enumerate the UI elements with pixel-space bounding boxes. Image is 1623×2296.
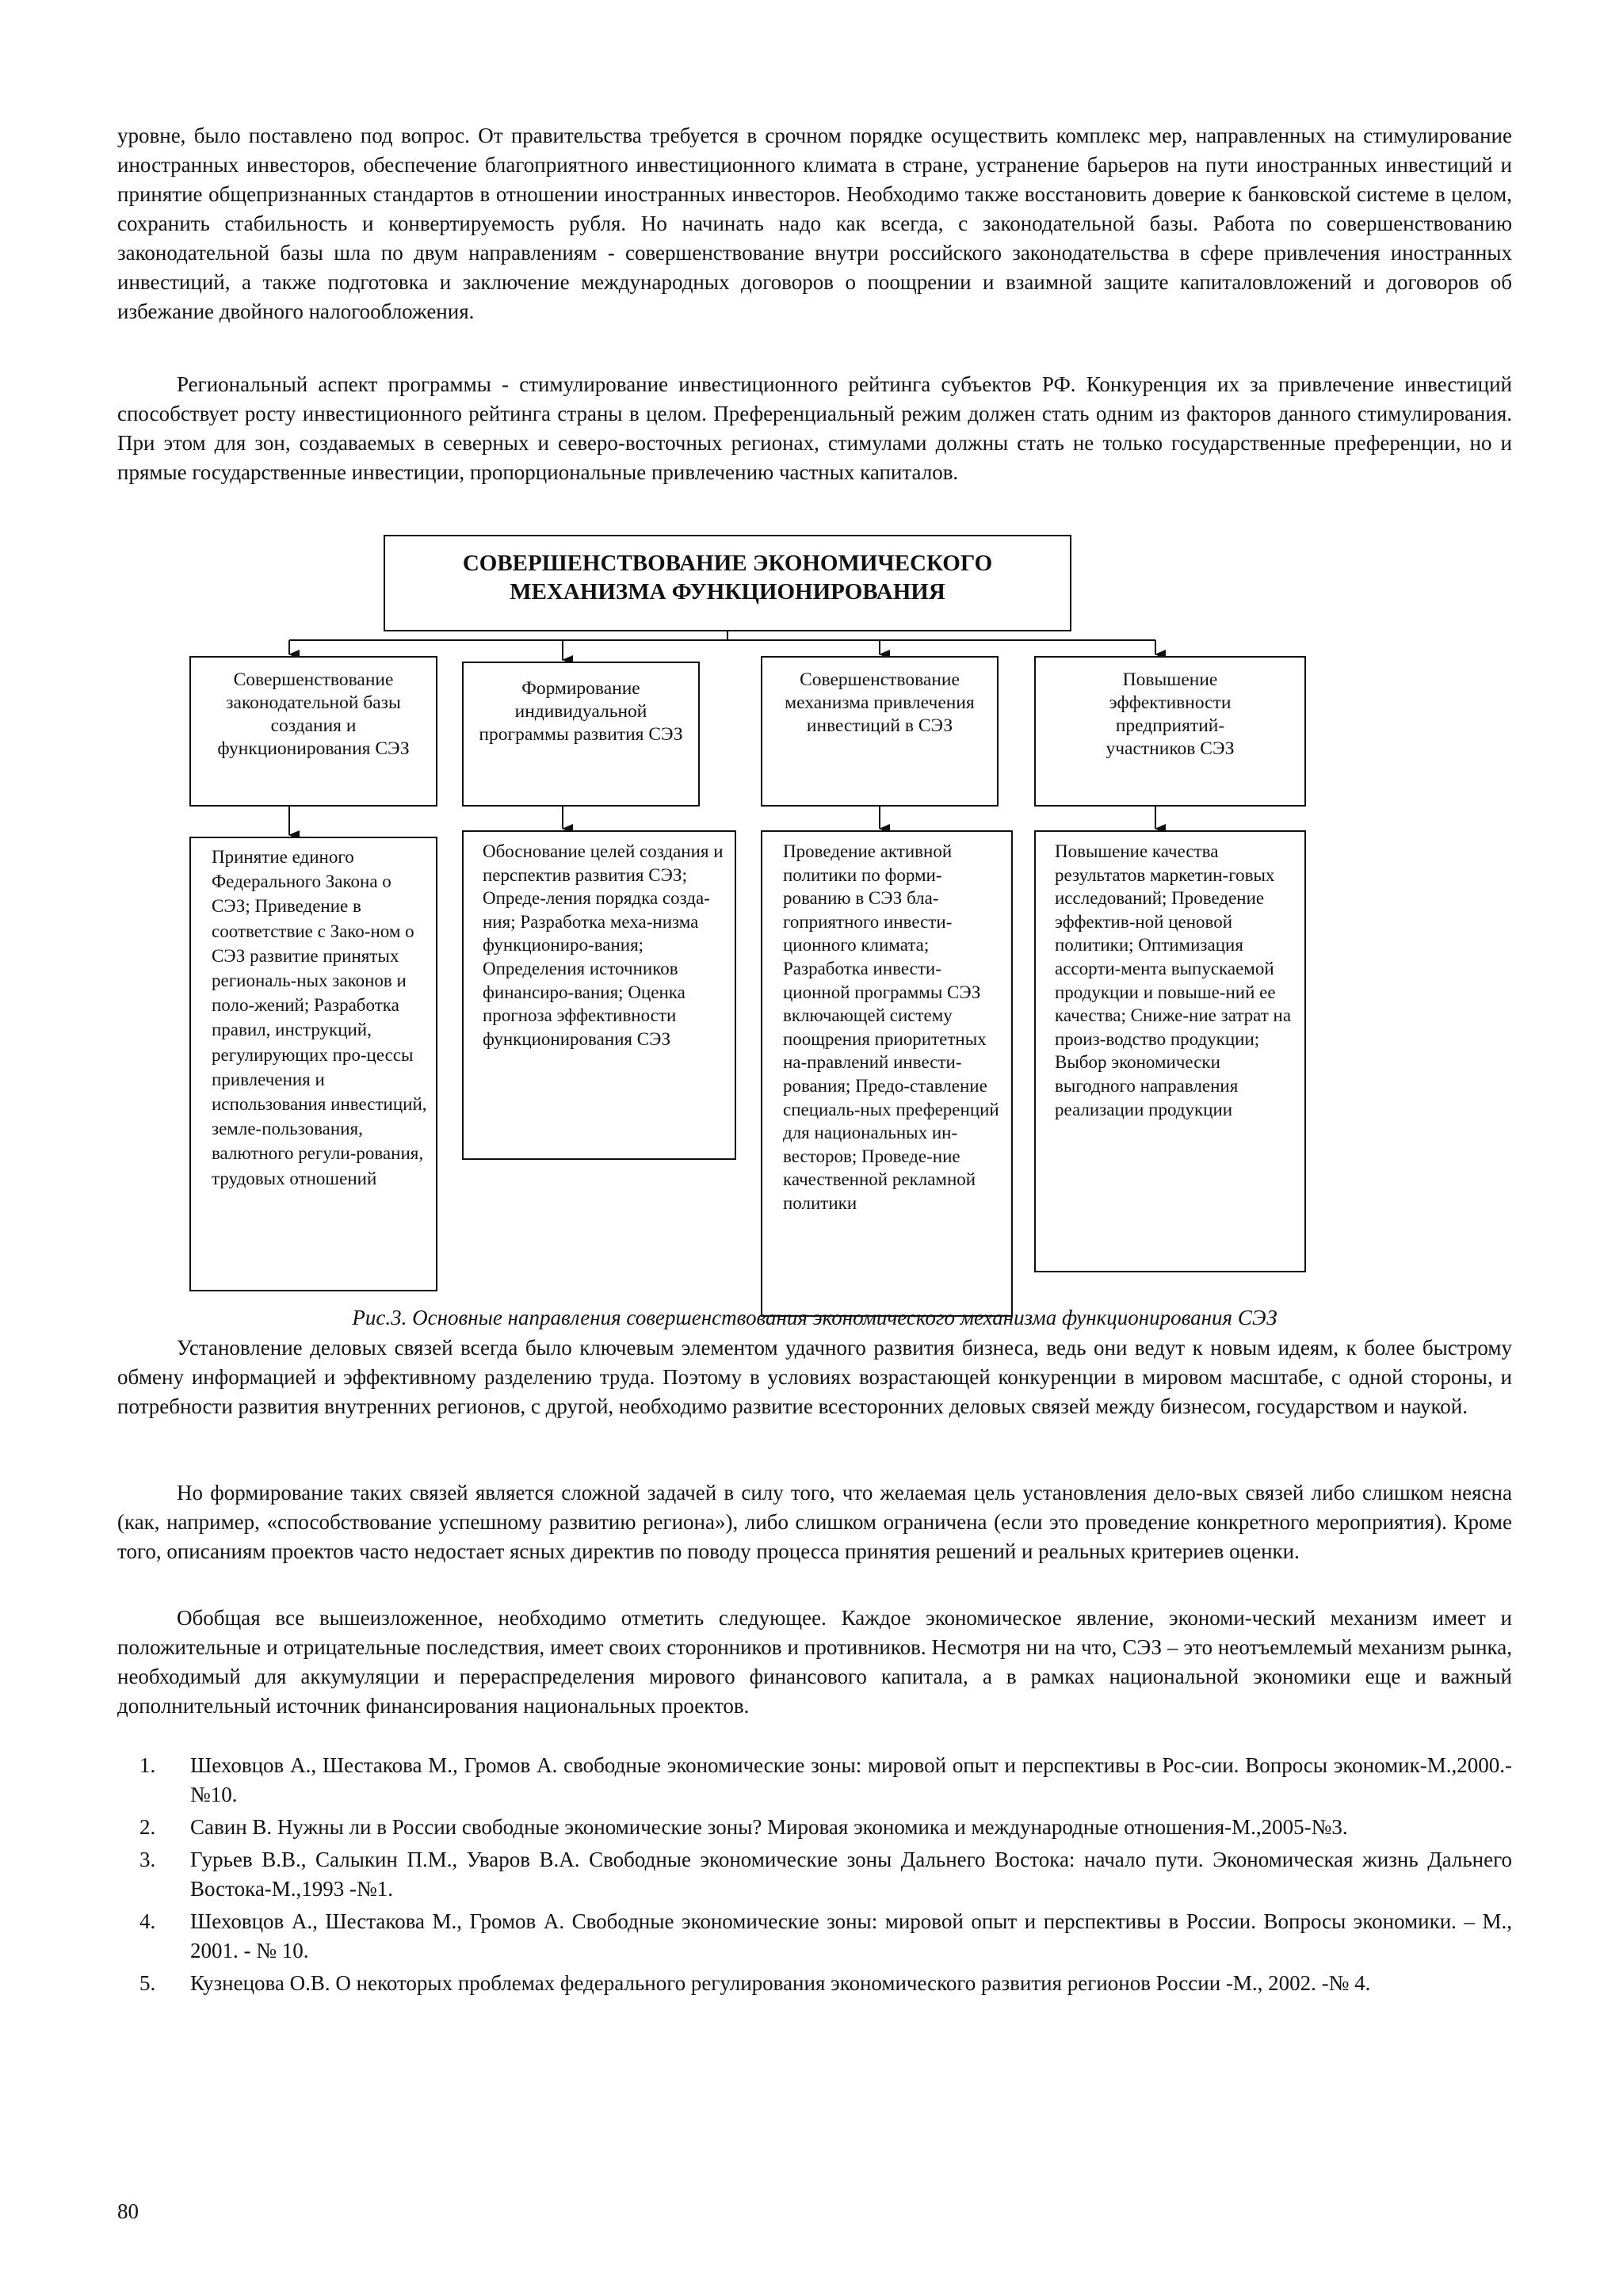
reference-text: Кузнецова О.В. О некоторых проблемах федерального регулирования экономического развития регионов России -М., 2002. -№ 4.: [190, 1971, 1371, 1995]
reference-number: 3.: [139, 1848, 156, 1871]
category-box-1: [189, 656, 437, 807]
diagram-title: СОВЕРШЕНСТВОВАНИЕ ЭКОНОМИЧЕСКОГО МЕХАНИЗМА ФУНКЦИОНИРОВАНИЯ: [462, 551, 993, 605]
figure-caption: Рис.3. Основные направления совершенствования экономического механизма функционирования СЭЗ: [352, 1306, 1277, 1329]
reference-item: [117, 1813, 1512, 1842]
reference-number: 1.: [139, 1753, 156, 1777]
reference-text: Шеховцов А., Шестакова М., Громов А. Свободные экономические зоны: мировой опыт и перспективы в России. Вопросы экономики. – М., 2001. - № 10.: [190, 1909, 1512, 1962]
reference-item: [117, 1845, 1512, 1904]
body-paragraph-5: Обобщая все вышеизложенное, необходимо отметить следующее. Каждое экономическое явление, экономи-ческий механизм имеет и положительные и отрицательные последствия, имеет своих сторонников и противников. Несмотря ни на что, СЭЗ – это неотъемлемый механизм рынка, необходимый для аккумуляции и перераспределения мирового финансового капитала, а в рамках национальной экономики еще и важный дополнительный источник финансирования национальных проектов.: [117, 1606, 1512, 1718]
details-box-1: [189, 837, 437, 1291]
category-box-2: [462, 662, 700, 807]
body-paragraph-3: Установление деловых связей всегда было ключевым элементом удачного развития бизнеса, ведь они ведут к новым идеям, к более быстрому обмену информацией и эффективному разделению труда. Поэтому в условиях возрастающей конкуренции в мировом масштабе, с одной стороны, и потребности развития внутренних регионов, с другой, необходимо развитие всесторонних деловых связей между бизнесом, государством и наукой.: [117, 1336, 1512, 1418]
details-text-3: Проведение активной политики по форми-рованию в СЭЗ бла-гоприятного инвести-ционного климата; Разработка инвести-ционной программы СЭЗ включающей систему поощрения приоритетных на-правлений инвести-рования; Предо-ставление специаль-ных преференций для национальных ин-весторов; Проведе-ние качественной рекламной политики: [783, 841, 999, 1213]
details-text-4: Повышение качества результатов маркетин-говых исследований; Проведение эффектив-ной ценовой политики; Оптимизация ассорти-мента выпускаемой продукции и повыше-ний ее качества; Сниже-ние затрат на произ-водство продукции; Выбор экономически выгодного направления реализации продукции: [1055, 841, 1292, 1119]
reference-text: Савин В. Нужны ли в России свободные экономические зоны? Мировая экономика и международные отношения-М.,2005-№3.: [190, 1815, 1348, 1839]
body-paragraph-4: Но формирование таких связей является сложной задачей в силу того, что желаемая цель установления дело-вых связей либо слишком неясна (как, например, «способствование успешному развитию региона»), либо слишком ограничена (если это проведение конкретного мероприятия). Кроме того, описаниям проектов часто недостает ясных директив по поводу процесса принятия решений и реальных критериев оценки.: [117, 1481, 1512, 1563]
category-label-3: Совершенствование механизма привлечения инвестиций в СЭЗ: [785, 669, 975, 736]
category-label-2: Формирование индивидуальной программы развития СЭЗ: [479, 678, 683, 745]
reference-text: Шеховцов А., Шестакова М., Громов А. свободные экономические зоны: мировой опыт и перспективы в Рос-сии. Вопросы экономик-М.,2000.-№10.: [190, 1753, 1512, 1806]
reference-item: [117, 1969, 1512, 1998]
page-number: 80: [117, 2199, 139, 2223]
category-label-4: Повышение эффективности предприятий-участников СЭЗ: [1106, 669, 1235, 759]
details-box-4: [1034, 830, 1306, 1272]
reference-item: [117, 1907, 1512, 1966]
reference-number: 2.: [139, 1815, 156, 1839]
category-label-1: Совершенствование законодательной базы создания и функционирования СЭЗ: [217, 669, 410, 759]
reference-list: [117, 1751, 1512, 2001]
reference-item: [117, 1751, 1512, 1810]
category-box-3: [761, 656, 999, 807]
body-paragraph-1: уровне, было поставлено под вопрос. От правительства требуется в срочном порядке осуществить комплекс мер, направленных на стимулирование иностранных инвесторов, обеспечение благоприятного инвестиционного климата в стране, устранение барьеров на пути иностранных инвестиций и принятие общепризнанных стандартов в отношении иностранных инвесторов. Необходимо также восстановить доверие к банковской системе в целом, сохранить стабильность и конвертируемость рубля. Но начинать надо как всегда, с законодательной базы. Работа по совершенствованию законодательной базы шла по двум направлениям - совершенствование внутри российского законодательства в сфере привлечения иностранных инвестиций, а также подготовка и заключение международных договоров о поощрении и взаимной защите капиталовложений и договоров об избежание двойного налогообложения.: [117, 124, 1512, 323]
details-text-1: Принятие единого Федерального Закона о СЭЗ; Приведение в соответствие с Зако-ном о СЭЗ развитие принятых региональ-ных законов и поло-жений; Разработка правил, инструкций, регулирующих про-цессы привлечения и использования инвестиций, земле-пользования, валютного регули-рования, трудовых отношений: [212, 847, 427, 1188]
diagram-title-box: [384, 535, 1071, 631]
reference-number: 5.: [139, 1971, 156, 1995]
reference-number: 4.: [139, 1909, 156, 1933]
details-box-3: [761, 830, 1013, 1317]
reference-text: Гурьев В.В., Салыкин П.М., Уваров В.А. Свободные экономические зоны Дальнего Востока: начало пути. Экономическая жизнь Дальнего Востока-М.,1993 -№1.: [190, 1848, 1512, 1901]
category-box-4: [1034, 656, 1306, 807]
body-paragraph-2: Региональный аспект программы - стимулирование инвестиционного рейтинга субъектов РФ. Конкуренция их за привлечение инвестиций способствует росту инвестиционного рейтинга страны в целом. Преференциальный режим должен стать одним из факторов данного стимулирования. При этом для зон, создаваемых в северных и северо-восточных регионах, стимулами должны стать не только государственные преференции, но и прямые государственные инвестиции, пропорциональные привлечению частных капиталов.: [117, 372, 1512, 484]
details-text-2: Обоснование целей создания и перспектив развития СЭЗ; Опреде-ления порядка созда-ния; Разработка меха-низма функциониро-вания; Определения источников финансиро-вания; Оценка прогноза эффективности функционирования СЭЗ: [483, 841, 724, 1049]
details-box-2: [462, 830, 736, 1160]
